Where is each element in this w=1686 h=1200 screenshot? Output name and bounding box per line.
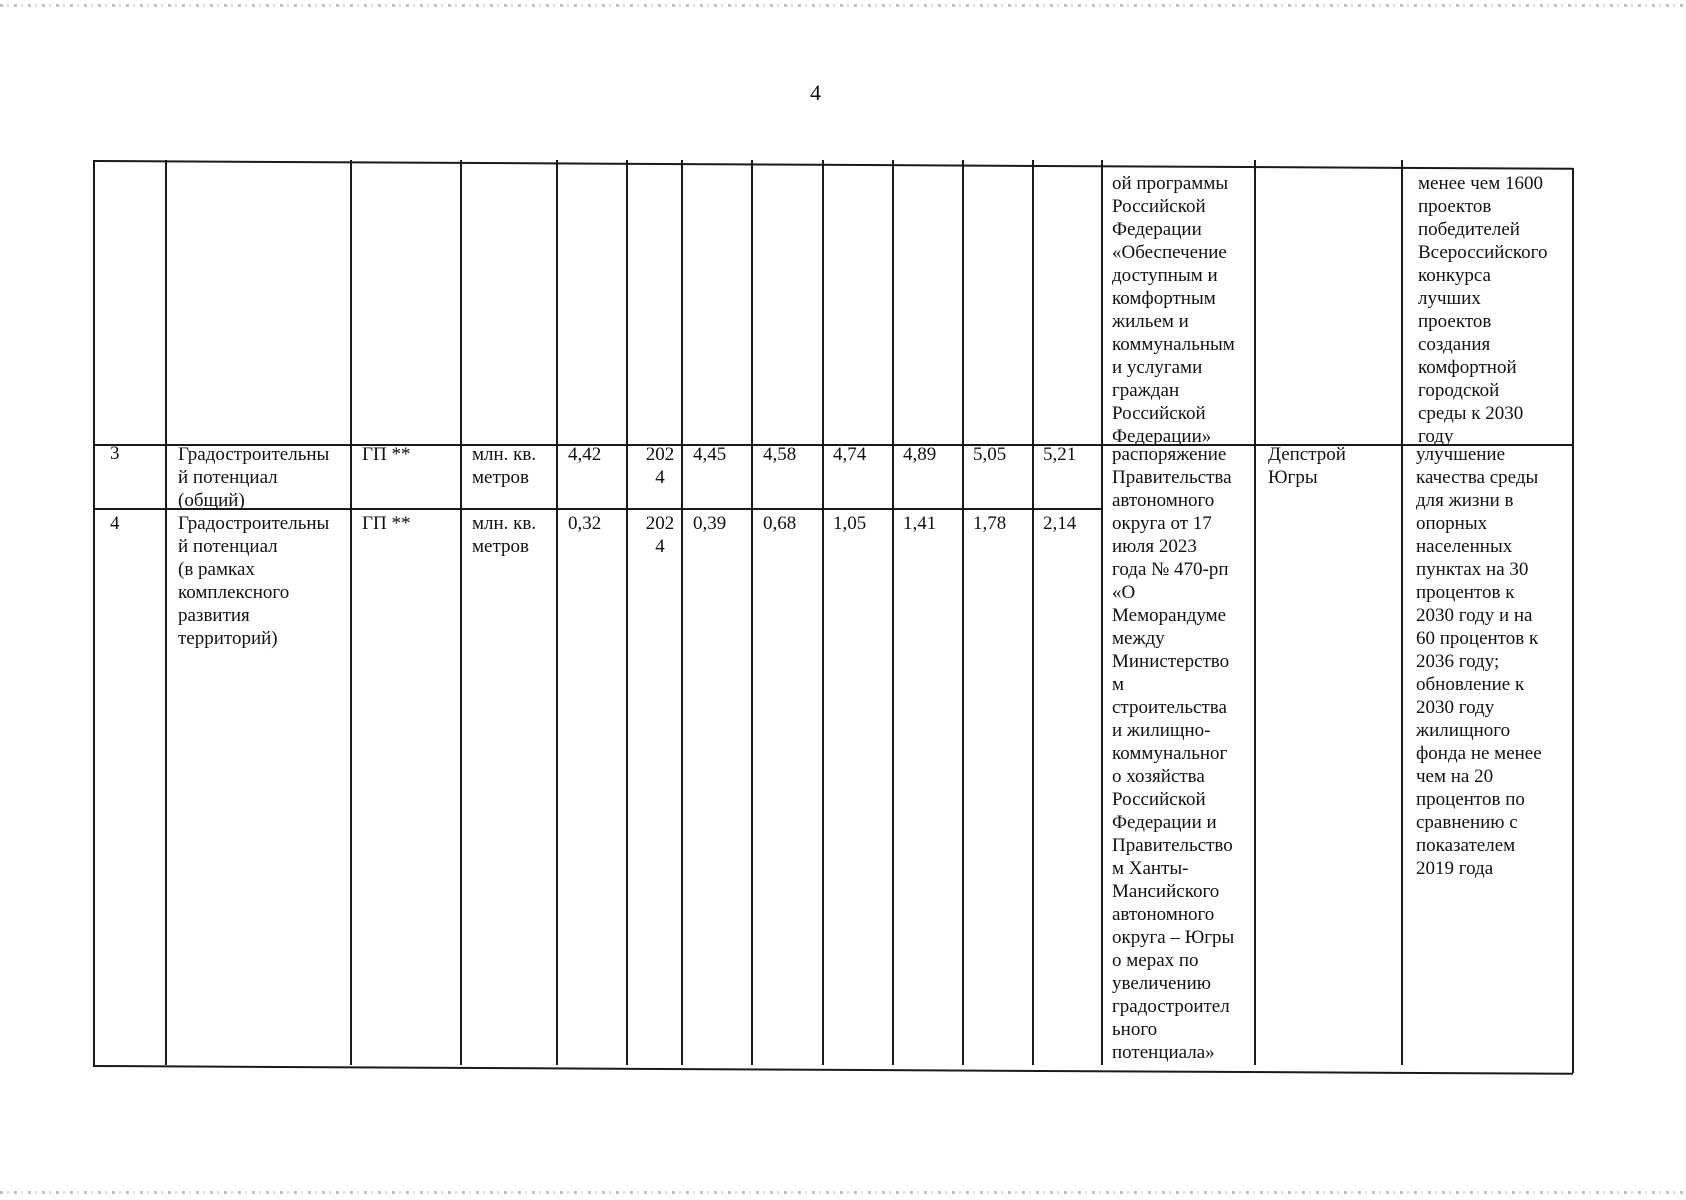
base-value: 0,32 bbox=[568, 513, 602, 534]
value-cell: 5,05 bbox=[973, 444, 1007, 465]
col-divider bbox=[1254, 160, 1256, 1065]
value-cell: 2,14 bbox=[1043, 513, 1077, 534]
page-number: 4 bbox=[810, 80, 821, 105]
col-divider bbox=[165, 160, 167, 1065]
value-cell: 4,89 bbox=[903, 444, 937, 465]
indicator-name: Градостроительны й потенциал (в рамках комплексного развития территорий) bbox=[178, 513, 330, 649]
col-divider bbox=[751, 160, 753, 1065]
value-cell: 1,41 bbox=[903, 513, 937, 534]
col-divider bbox=[1401, 160, 1403, 1065]
indicator-level: ГП ** bbox=[362, 513, 411, 534]
indicator-name: Градостроительны й потенциал (общий) bbox=[178, 444, 330, 511]
basis-document-cell: распоряжение Правительства автономного округа от 17 июля 2023 года № 470-рп «О Меморандуме между Министерство м строительства и жилищно- коммунальног о хозяйства Российской Федерации и Правительство м Ханты- Мансийского автономного округа – Югры о мерах по увеличению градостроител ьного потенциала» bbox=[1112, 444, 1235, 1063]
value-cell: 4,58 bbox=[763, 444, 797, 465]
col-divider bbox=[460, 160, 462, 1065]
base-year: 202 4 bbox=[645, 513, 675, 557]
col-divider bbox=[892, 160, 894, 1065]
col-divider bbox=[556, 160, 558, 1065]
responsible-cell: Депстрой Югры bbox=[1268, 444, 1346, 488]
goal-cell: улучшение качества среды для жизни в опорных населенных пунктах на 30 процентов к 2030 году и на 60 процентов к 2036 году; обновление к 2030 году жилищного фонда не менее чем на 20 процентов по сравнению с показателем 2019 года bbox=[1416, 444, 1542, 879]
scan-edge-bottom bbox=[0, 1191, 1686, 1194]
basis-continued-cell: ой программы Российской Федерации «Обеспечение доступным и комфортным жильем и коммунальным и услугами граждан Российской Федерации» bbox=[1112, 173, 1235, 447]
value-cell: 5,21 bbox=[1043, 444, 1077, 465]
col-divider bbox=[822, 160, 824, 1065]
indicator-level: ГП ** bbox=[362, 444, 411, 465]
value-cell: 0,39 bbox=[693, 513, 727, 534]
base-year: 202 4 bbox=[645, 444, 675, 488]
table-border-right bbox=[1572, 168, 1574, 1073]
goal-continued-cell: менее чем 1600 проектов победителей Всероссийского конкурса лучших проектов создания комфортной городской среды к 2030 году bbox=[1418, 173, 1548, 447]
col-divider bbox=[681, 160, 683, 1065]
col-divider bbox=[1101, 160, 1103, 1065]
unit: млн. кв. метров bbox=[472, 444, 537, 488]
row-number: 3 bbox=[110, 443, 120, 464]
table-border-left bbox=[93, 160, 95, 1065]
table-border-top bbox=[93, 160, 1573, 169]
unit: млн. кв. метров bbox=[472, 513, 537, 557]
row-number: 4 bbox=[110, 513, 120, 534]
base-value: 4,42 bbox=[568, 444, 602, 465]
col-divider bbox=[626, 160, 628, 1065]
value-cell: 1,05 bbox=[833, 513, 867, 534]
value-cell: 0,68 bbox=[763, 513, 797, 534]
col-divider bbox=[962, 160, 964, 1065]
table-border-bottom bbox=[93, 1065, 1573, 1074]
value-cell: 4,45 bbox=[693, 444, 727, 465]
scan-edge-top bbox=[0, 4, 1686, 7]
col-divider bbox=[1032, 160, 1034, 1065]
value-cell: 1,78 bbox=[973, 513, 1007, 534]
value-cell: 4,74 bbox=[833, 444, 867, 465]
